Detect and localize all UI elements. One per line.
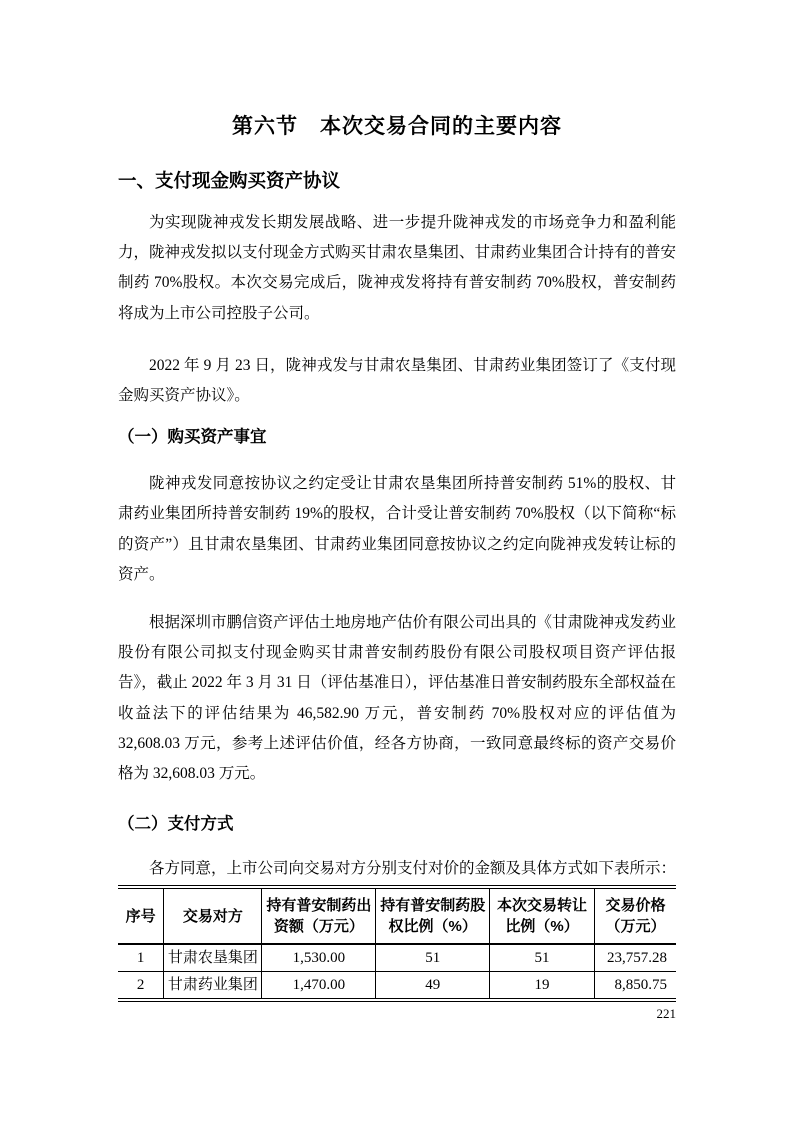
paragraph-equity-transfer: 陇神戎发同意按协议之约定受让甘肃农垦集团所持普安制药 51%的股权、甘肃药业集团所持普安制药 19%的股权，合计受让普安制药 70%股权（以下简称“标的资产”）且甘肃农垦集团、甘肃药业集团同意按协议之约定向陇神戎发转让标的资产。 xyxy=(118,475,676,583)
table-cell-index: 1 xyxy=(118,944,164,972)
table-header-transfer-ratio: 本次交易转让比例（%） xyxy=(490,887,595,944)
table-cell-price: 8,850.75 xyxy=(595,972,677,1001)
paragraph-valuation: 根据深圳市鹏信资产评估土地房地产估价有限公司出具的《甘肃陇神戎发药业股份有限公司拟支付现金购买甘肃普安制药股份有限公司股权项目资产评估报告》，截止 2022 年 3 月 31 日（评估基准日），评估基准日普安制药股东全部权益在收益法下的评估结果为 46,582.90 万元，普安制药 70%股权对应的评估值为 32,608.03 万元，参考上述评估价值，经各方协商，一致同意最终标的资产交易价格为 32,608.03 万元。 xyxy=(118,614,677,783)
table-cell-capital: 1,530.00 xyxy=(262,944,376,972)
subsection-heading-payment-method: （二）支付方式 xyxy=(118,815,234,834)
payment-table xyxy=(118,885,676,1002)
table-cell-price: 23,757.28 xyxy=(595,944,677,972)
table-header-price: 交易价格（万元） xyxy=(595,887,677,944)
page-title: 第六节 本次交易合同的主要内容 xyxy=(232,115,562,138)
table-row xyxy=(118,944,676,972)
table-cell-capital: 1,470.00 xyxy=(262,972,376,1001)
page-content xyxy=(118,0,676,1002)
table-cell-equity-ratio: 51 xyxy=(376,944,490,972)
table-cell-index: 2 xyxy=(136,977,145,994)
paragraph-table-intro: 各方同意，上市公司向交易对方分别支付对价的金额及具体方式如下表所示： xyxy=(149,860,677,878)
table-header-capital: 持有普安制药出资额（万元） xyxy=(262,887,376,944)
table-header-counterparty: 交易对方 xyxy=(164,887,262,944)
table-cell-transfer-ratio: 51 xyxy=(490,944,595,972)
table-cell-counterparty: 甘肃药业集团 xyxy=(164,972,262,1001)
table-header-row xyxy=(118,887,676,944)
page-number: 221 xyxy=(656,1006,676,1021)
paragraph-strategy: 为实现陇神戎发长期发展战略、进一步提升陇神戎发的市场竞争力和盈利能力，陇神戎发拟以支付现金方式购买甘肃农垦集团、甘肃药业集团合计持有的普安制药 70%股权。本次交易完成后，陇神戎发将持有普安制药 70%股权，普安制药将成为上市公司控股子公司。 xyxy=(118,214,677,322)
subsection-heading-asset-purchase: （一）购买资产事宜 xyxy=(118,428,267,447)
table-cell-counterparty: 甘肃农垦集团 xyxy=(164,944,262,972)
table-header-equity-ratio: 持有普安制药股权比例（%） xyxy=(376,887,490,944)
table-row xyxy=(118,972,676,1001)
table-cell-transfer-ratio: 19 xyxy=(490,972,595,1001)
table-header-index: 序号 xyxy=(118,887,164,944)
table-cell-equity-ratio: 49 xyxy=(376,972,490,1001)
paragraph-signing-date: 2022 年 9 月 23 日，陇神戎发与甘肃农垦集团、甘肃药业集团签订了《支付现金购买资产协议》。 xyxy=(118,356,676,405)
section-heading-payment-agreement: 一、支付现金购买资产协议 xyxy=(118,170,341,191)
